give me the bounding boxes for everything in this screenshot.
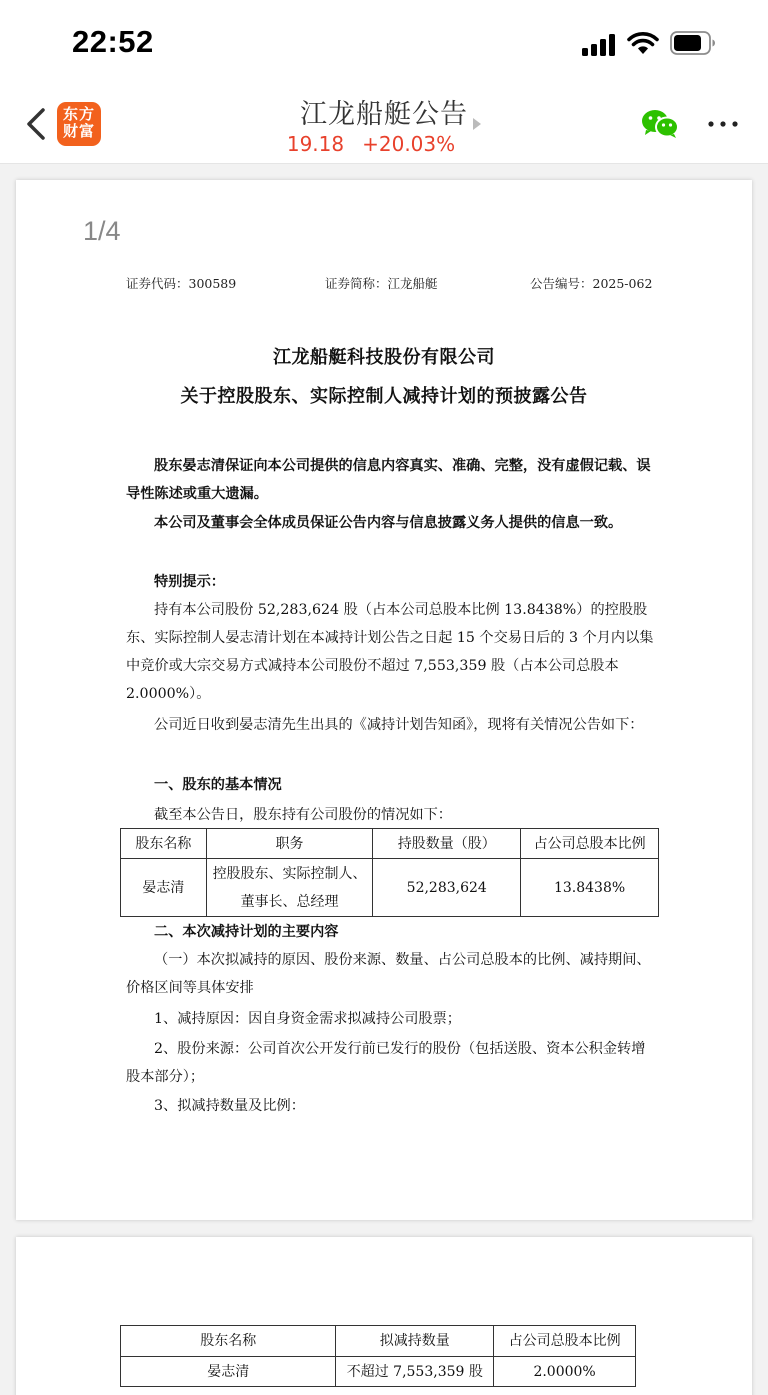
shareholding-table xyxy=(120,828,659,917)
item-2: 2、股份来源：公司首次公开发行前已发行的股份（包括送股、资本公积金转增股本部分）； xyxy=(126,1041,646,1085)
document-page-1[interactable] xyxy=(16,180,752,1220)
received-paragraph: 公司近日收到晏志清先生出具的《减持计划告知函》，现将有关情况公告如下： xyxy=(154,717,644,733)
role-line: 控股股东、实际控制人、 xyxy=(212,865,367,882)
page-counter: 1/4 xyxy=(83,216,121,246)
role-line: 董事长、总经理 xyxy=(240,893,339,910)
battery-icon xyxy=(670,31,716,55)
stock-change: +20.03% xyxy=(362,132,456,156)
wifi-icon xyxy=(627,30,659,56)
table-cell: 晏志清 xyxy=(121,859,207,917)
table-header: 占公司总股本比例 xyxy=(521,829,659,859)
table-header: 拟减持数量 xyxy=(336,1326,494,1357)
table-row xyxy=(121,1357,636,1387)
document-page-2[interactable] xyxy=(16,1237,752,1395)
signal-icon xyxy=(582,34,618,56)
announcement-headline: 关于控股股东、实际控制人减持计划的预披露公告 xyxy=(180,386,588,407)
company-name: 江龙船艇科技股份有限公司 xyxy=(273,347,495,368)
table-header: 股东名称 xyxy=(121,829,207,859)
table-header-row xyxy=(121,829,659,859)
nav-header xyxy=(0,86,768,164)
item-3: 3、拟减持数量及比例： xyxy=(154,1098,305,1114)
table-cell: 晏志清 xyxy=(121,1357,336,1387)
table-cell xyxy=(206,859,373,917)
quote-arrow-icon[interactable] xyxy=(473,118,481,130)
table-header: 持股数量（股） xyxy=(373,829,521,859)
announcement-number: 公告编号：2025-062 xyxy=(530,276,653,291)
subsection-1: （一）本次拟减持的原因、股份来源、数量、占公司总股本的比例、减持期间、价格区间等具体安排 xyxy=(126,952,651,996)
table-cell: 2.0000% xyxy=(494,1357,636,1387)
page-title: 江龙船艇公告 xyxy=(300,99,468,130)
table-cell: 不超过 7,553,359 股 xyxy=(336,1357,494,1387)
stock-price: 19.18 xyxy=(286,132,345,156)
table-header: 职务 xyxy=(206,829,373,859)
security-abbr: 证券简称：江龙船艇 xyxy=(325,276,438,291)
section-1-intro: 截至本公告日，股东持有公司股份的情况如下： xyxy=(154,807,452,823)
reduction-plan-table xyxy=(120,1325,636,1387)
table-header: 占公司总股本比例 xyxy=(494,1326,636,1357)
wechat-icon[interactable] xyxy=(640,108,680,140)
table-header-row xyxy=(121,1326,636,1357)
stock-quote[interactable] xyxy=(0,132,742,156)
section-1-heading: 一、股东的基本情况 xyxy=(154,777,282,793)
statement-1: 股东晏志清保证向本公司提供的信息内容真实、准确、完整，没有虚假记载、误导性陈述或重大遗漏。 xyxy=(126,458,651,502)
status-bar xyxy=(0,0,768,86)
special-body: 持有本公司股份 52,283,624 股（占本公司总股本比例 13.8438%）的控股股东、实际控制人晏志清计划在本减持计划公告之日起 15 个交易日后的 3 个月内以集中竞价或大宗交易方式减持本公司股份不超过 7,553,359 股（占本公司总股本 2.0000%）。 xyxy=(126,602,654,702)
table-cell: 13.8438% xyxy=(521,859,659,917)
table-cell: 52,283,624 xyxy=(373,859,521,917)
table-row xyxy=(121,859,659,917)
section-2-heading: 二、本次减持计划的主要内容 xyxy=(154,924,339,940)
special-heading: 特别提示： xyxy=(154,574,225,590)
table-header: 股东名称 xyxy=(121,1326,336,1357)
app-logo[interactable]: 东方财富 xyxy=(57,102,101,146)
statement-2: 本公司及董事会全体成员保证公告内容与信息披露义务人提供的信息一致。 xyxy=(154,515,623,531)
security-code: 证券代码：300589 xyxy=(126,276,237,291)
item-1: 1、减持原因：因自身资金需求拟减持公司股票； xyxy=(154,1011,461,1027)
more-icon[interactable] xyxy=(706,114,740,134)
status-time: 22:52 xyxy=(72,24,154,59)
